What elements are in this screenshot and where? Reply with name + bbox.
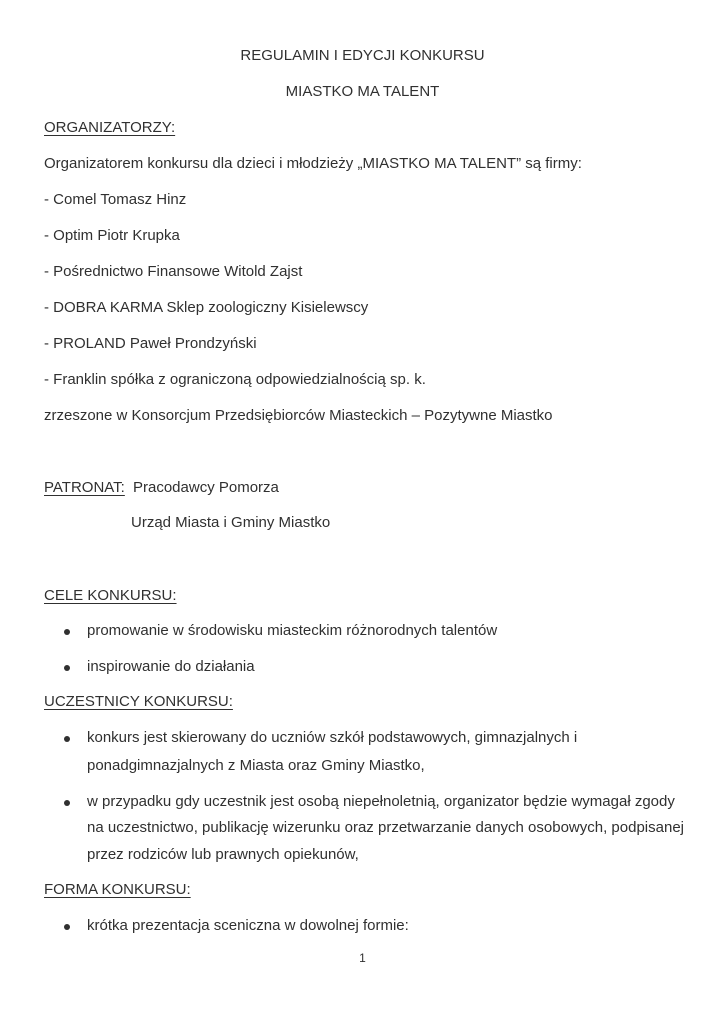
patron-item: Pracodawcy Pomorza: [133, 479, 279, 496]
form-heading: FORMA KONKURSU:: [44, 881, 191, 898]
document-subtitle: MIASTKO MA TALENT: [285, 83, 440, 100]
organizers-closing: zrzeszone w Konsorcjum Przedsiębiorców Miasteckich – Pozytywne Miastko: [44, 407, 553, 424]
participant-item-line: na uczestnictwo, publikację wizerunku oraz przetwarzanie danych osobowych, podpisanej: [87, 819, 684, 836]
participants-heading: UCZESTNICY KONKURSU:: [44, 693, 233, 710]
organizer-item: - Optim Piotr Krupka: [44, 227, 180, 244]
organizer-item: - PROLAND Paweł Prondzyński: [44, 335, 257, 352]
goal-item: promowanie w środowisku miasteckim różnorodnych talentów: [87, 622, 498, 639]
participant-item-line: w przypadku gdy uczestnik jest osobą niepełnoletnią, organizator będzie wymagał zgody: [87, 793, 675, 810]
participant-item-line: przez rodziców lub prawnych opiekunów,: [87, 846, 359, 863]
organizer-item: - DOBRA KARMA Sklep zoologiczny Kisielewscy: [44, 299, 369, 316]
bullet-icon: [64, 924, 70, 930]
patron-item: Urząd Miasta i Gminy Miastko: [131, 514, 331, 531]
document-title: REGULAMIN I EDYCJI KONKURSU: [240, 47, 485, 64]
form-item: krótka prezentacja sceniczna w dowolnej formie:: [87, 917, 409, 934]
goal-item: inspirowanie do działania: [87, 658, 255, 675]
participant-item-line: ponadgimnazjalnych z Miasta oraz Gminy Miastko,: [87, 757, 425, 774]
organizer-item: - Franklin spółka z ograniczoną odpowiedzialnością sp. k.: [44, 371, 426, 388]
goals-heading: CELE KONKURSU:: [44, 587, 177, 604]
bullet-icon: [64, 665, 70, 671]
organizers-intro: Organizatorem konkursu dla dzieci i młodzieży „MIASTKO MA TALENT” są firmy:: [44, 155, 582, 172]
bullet-icon: [64, 736, 70, 742]
organizers-heading: ORGANIZATORZY:: [44, 119, 176, 136]
participant-item-line: konkurs jest skierowany do uczniów szkół podstawowych, gimnazjalnych i: [87, 729, 578, 746]
organizer-item: - Pośrednictwo Finansowe Witold Zajst: [44, 263, 303, 280]
bullet-icon: [64, 629, 70, 635]
patronage-heading: PATRONAT:: [44, 479, 125, 496]
organizer-item: - Comel Tomasz Hinz: [44, 191, 187, 208]
page-number: 1: [359, 951, 366, 965]
bullet-icon: [64, 800, 70, 806]
